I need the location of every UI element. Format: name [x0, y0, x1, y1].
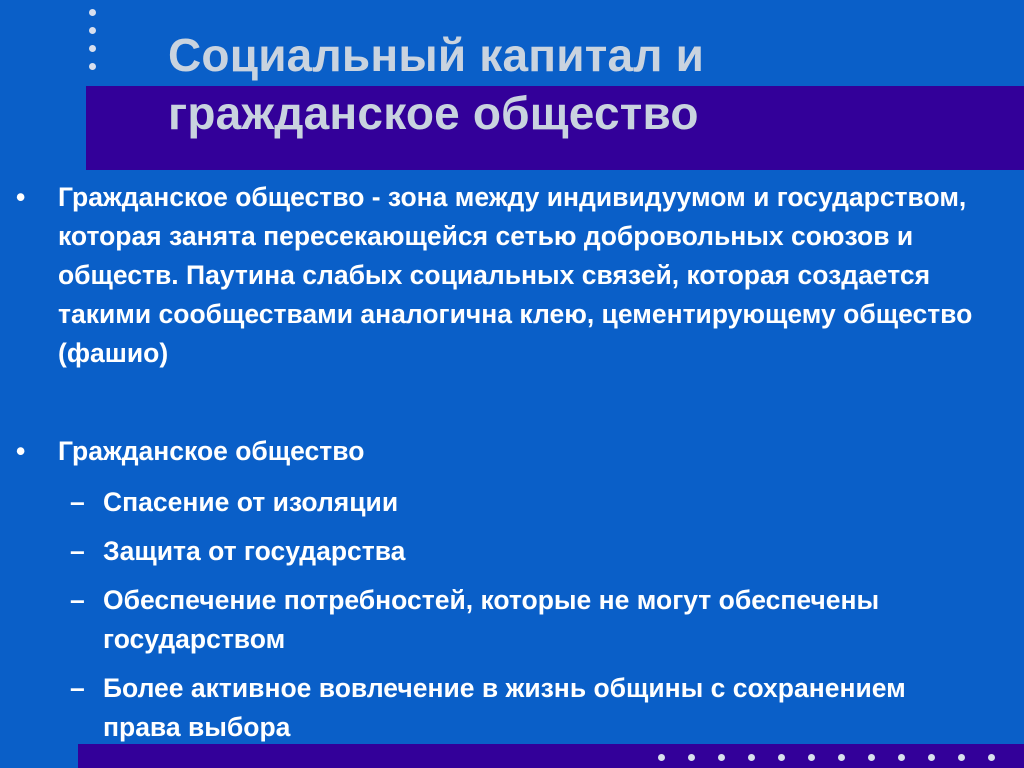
- bullet-marker: •: [16, 182, 26, 212]
- sub-item-text: Более активное вовлечение в жизнь общины с сохранением права выбора: [103, 673, 906, 742]
- sub-item-text: Спасение от изоляции: [103, 487, 399, 517]
- slide-title-line-2: гражданское общество: [168, 87, 699, 139]
- slide-title-line-1: Социальный капитал и: [168, 29, 705, 81]
- bullet-marker: •: [16, 436, 26, 466]
- slide-content: [0, 178, 1024, 744]
- decorative-dots-vertical: [89, 9, 99, 79]
- dash-marker: –: [70, 673, 85, 703]
- bullet-text: Гражданское общество - зона между индивидуумом и государством, которая занята пересекающейся сетью добровольных союзов и обществ. Паутина слабых социальных связей, которая создается такими сообществами аналогична клею, цементирующему общество (фашио): [58, 182, 973, 368]
- dash-marker: –: [70, 487, 85, 517]
- decorative-dot: [89, 63, 96, 70]
- sub-item-text: Обеспечение потребностей, которые не могут обеспечены государством: [103, 585, 880, 654]
- decorative-dot: [89, 9, 96, 16]
- decorative-dot: [89, 27, 96, 34]
- dash-marker: –: [70, 585, 85, 615]
- bottom-band: [78, 744, 1024, 768]
- dash-marker: –: [70, 536, 85, 566]
- slide-title: [168, 26, 1008, 142]
- bullet-text: Гражданское общество: [58, 436, 365, 466]
- sub-item-text: Защита от государства: [103, 536, 406, 566]
- decorative-dot: [89, 45, 96, 52]
